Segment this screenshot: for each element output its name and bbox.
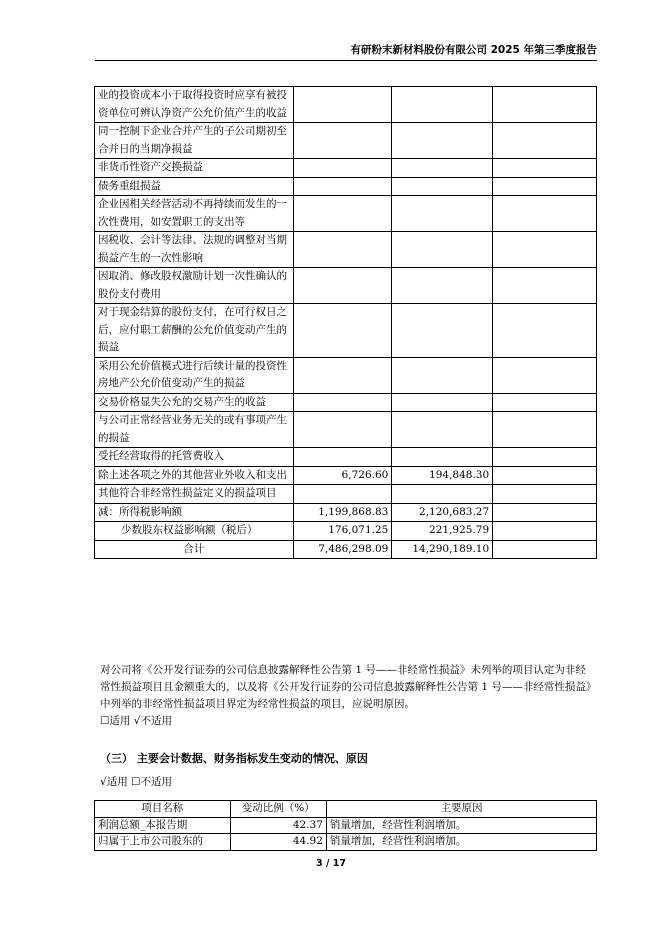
- item-current-value: 176,071.25: [293, 522, 392, 541]
- table-row: [95, 448, 597, 467]
- item-desc: 受托经营取得的托管费收入: [95, 448, 294, 467]
- item-note: [493, 357, 597, 393]
- main-reason: 销量增加，经营性利润增加。: [326, 817, 596, 834]
- item-current-value: [293, 304, 392, 358]
- item-desc: 债务重组损益: [95, 177, 294, 196]
- item-ytd-value: 14,290,189.10: [392, 540, 493, 559]
- item-note: [493, 123, 597, 159]
- item-note: [493, 177, 597, 196]
- item-note: [493, 232, 597, 268]
- item-ytd-value: [392, 232, 493, 268]
- table-row: [95, 834, 597, 851]
- item-note: [493, 485, 597, 504]
- table-row: [95, 159, 597, 178]
- item-current-value: [293, 159, 392, 178]
- header-change-ratio: 变动比例（%）: [230, 801, 326, 818]
- table-row: [95, 177, 597, 196]
- item-note: [493, 268, 597, 304]
- item-current-value: [293, 177, 392, 196]
- item-ytd-value: [392, 393, 493, 412]
- table-header-row: [95, 801, 597, 818]
- item-note: [493, 466, 597, 485]
- item-desc: 因取消、修改股权激励计划一次性确认的股份支付费用: [95, 268, 294, 304]
- table-row: [95, 123, 597, 159]
- item-note: [493, 412, 597, 448]
- table-row: [95, 268, 597, 304]
- explanation-note: 对公司将《公开发行证券的公司信息披露解释性公告第 1 号——非经常性损益》未列举的项目认定为非经常性损益项目且金额重大的，以及将《公开发行证券的公司信息披露解释性公告第 1 号——非经常性损益》中列举的非经常性损益项目界定为经常性损益的项目，应说明原因。: [100, 664, 592, 710]
- change-table: [94, 800, 597, 851]
- main-reason: 销量增加，经营性利润增加。: [326, 834, 596, 851]
- item-desc: 因税收、会计等法律、法规的调整对当期损益产生的一次性影响: [95, 232, 294, 268]
- applicability-options: √适用 ☐不适用: [100, 776, 172, 788]
- item-desc: 采用公允价值模式进行后续计量的投资性房地产公允价值变动产生的损益: [95, 357, 294, 393]
- item-note: [493, 87, 597, 123]
- item-current-value: 6,726.60: [293, 466, 392, 485]
- item-desc: 减：所得税影响额: [95, 503, 294, 522]
- item-ytd-value: [392, 304, 493, 358]
- item-current-value: [293, 196, 392, 232]
- item-ytd-value: 194,848.30: [392, 466, 493, 485]
- item-desc: 交易价格显失公允的交易产生的收益: [95, 393, 294, 412]
- item-current-value: [293, 123, 392, 159]
- item-current-value: [293, 357, 392, 393]
- item-ytd-value: [392, 87, 493, 123]
- item-current-value: [293, 87, 392, 123]
- item-current-value: [293, 393, 392, 412]
- item-ytd-value: [392, 123, 493, 159]
- page-number: 3 / 17: [316, 858, 346, 869]
- item-ytd-value: [392, 412, 493, 448]
- table-row: [95, 412, 597, 448]
- table-row-total: [95, 540, 597, 559]
- page-header: 有研粉末新材料股份有限公司 2025 年第三季度报告: [350, 44, 597, 56]
- item-current-value: 7,486,298.09: [293, 540, 392, 559]
- item-desc: 少数股东权益影响额（税后）: [95, 522, 294, 541]
- item-name: 利润总额_本报告期: [95, 817, 231, 834]
- item-ytd-value: [392, 448, 493, 467]
- item-desc: 合计: [95, 540, 294, 559]
- item-ytd-value: 221,925.79: [392, 522, 493, 541]
- item-note: [493, 503, 597, 522]
- table-row: [95, 817, 597, 834]
- item-desc: 业的投资成本小于取得投资时应享有被投资单位可辨认净资产公允价值产生的收益: [95, 87, 294, 123]
- change-ratio: 42.37: [230, 817, 326, 834]
- item-current-value: [293, 485, 392, 504]
- header-main-reason: 主要原因: [326, 801, 596, 818]
- table-row: [95, 232, 597, 268]
- item-ytd-value: 2,120,683.27: [392, 503, 493, 522]
- item-current-value: [293, 268, 392, 304]
- item-current-value: [293, 412, 392, 448]
- item-ytd-value: [392, 268, 493, 304]
- table-row: [95, 304, 597, 358]
- item-desc: 除上述各项之外的其他营业外收入和支出: [95, 466, 294, 485]
- table-row: [95, 485, 597, 504]
- item-ytd-value: [392, 159, 493, 178]
- item-note: [493, 540, 597, 559]
- item-desc: 企业因相关经营活动不再持续而发生的一次性费用，如安置职工的支出等: [95, 196, 294, 232]
- header-item-name: 项目名称: [95, 801, 231, 818]
- table-row: [95, 503, 597, 522]
- table-row: [95, 522, 597, 541]
- item-note: [493, 393, 597, 412]
- item-name: 归属于上市公司股东的: [95, 834, 231, 851]
- table-row: [95, 87, 597, 123]
- item-note: [493, 159, 597, 178]
- item-note: [493, 196, 597, 232]
- item-desc: 其他符合非经常性损益定义的损益项目: [95, 485, 294, 504]
- item-desc: 非货币性资产交换损益: [95, 159, 294, 178]
- non-recurring-items-table: [94, 86, 597, 559]
- header-rule: [95, 60, 597, 61]
- change-ratio: 44.92: [230, 834, 326, 851]
- item-current-value: 1,199,868.83: [293, 503, 392, 522]
- item-ytd-value: [392, 196, 493, 232]
- section-heading: （三） 主要会计数据、财务指标发生变动的情况、原因: [100, 752, 368, 765]
- item-ytd-value: [392, 357, 493, 393]
- item-note: [493, 304, 597, 358]
- item-desc: 同一控制下企业合并产生的子公司期初至合并日的当期净损益: [95, 123, 294, 159]
- item-desc: 与公司正常经营业务无关的或有事项产生的损益: [95, 412, 294, 448]
- item-note: [493, 448, 597, 467]
- item-desc: 对于现金结算的股份支付，在可行权日之后，应付职工薪酬的公允价值变动产生的损益: [95, 304, 294, 358]
- table-row: [95, 357, 597, 393]
- item-current-value: [293, 232, 392, 268]
- item-ytd-value: [392, 485, 493, 504]
- applicability-options: ☐适用 √不适用: [100, 715, 172, 727]
- item-ytd-value: [392, 177, 493, 196]
- table-row: [95, 466, 597, 485]
- table-row: [95, 393, 597, 412]
- item-current-value: [293, 448, 392, 467]
- table-row: [95, 196, 597, 232]
- item-note: [493, 522, 597, 541]
